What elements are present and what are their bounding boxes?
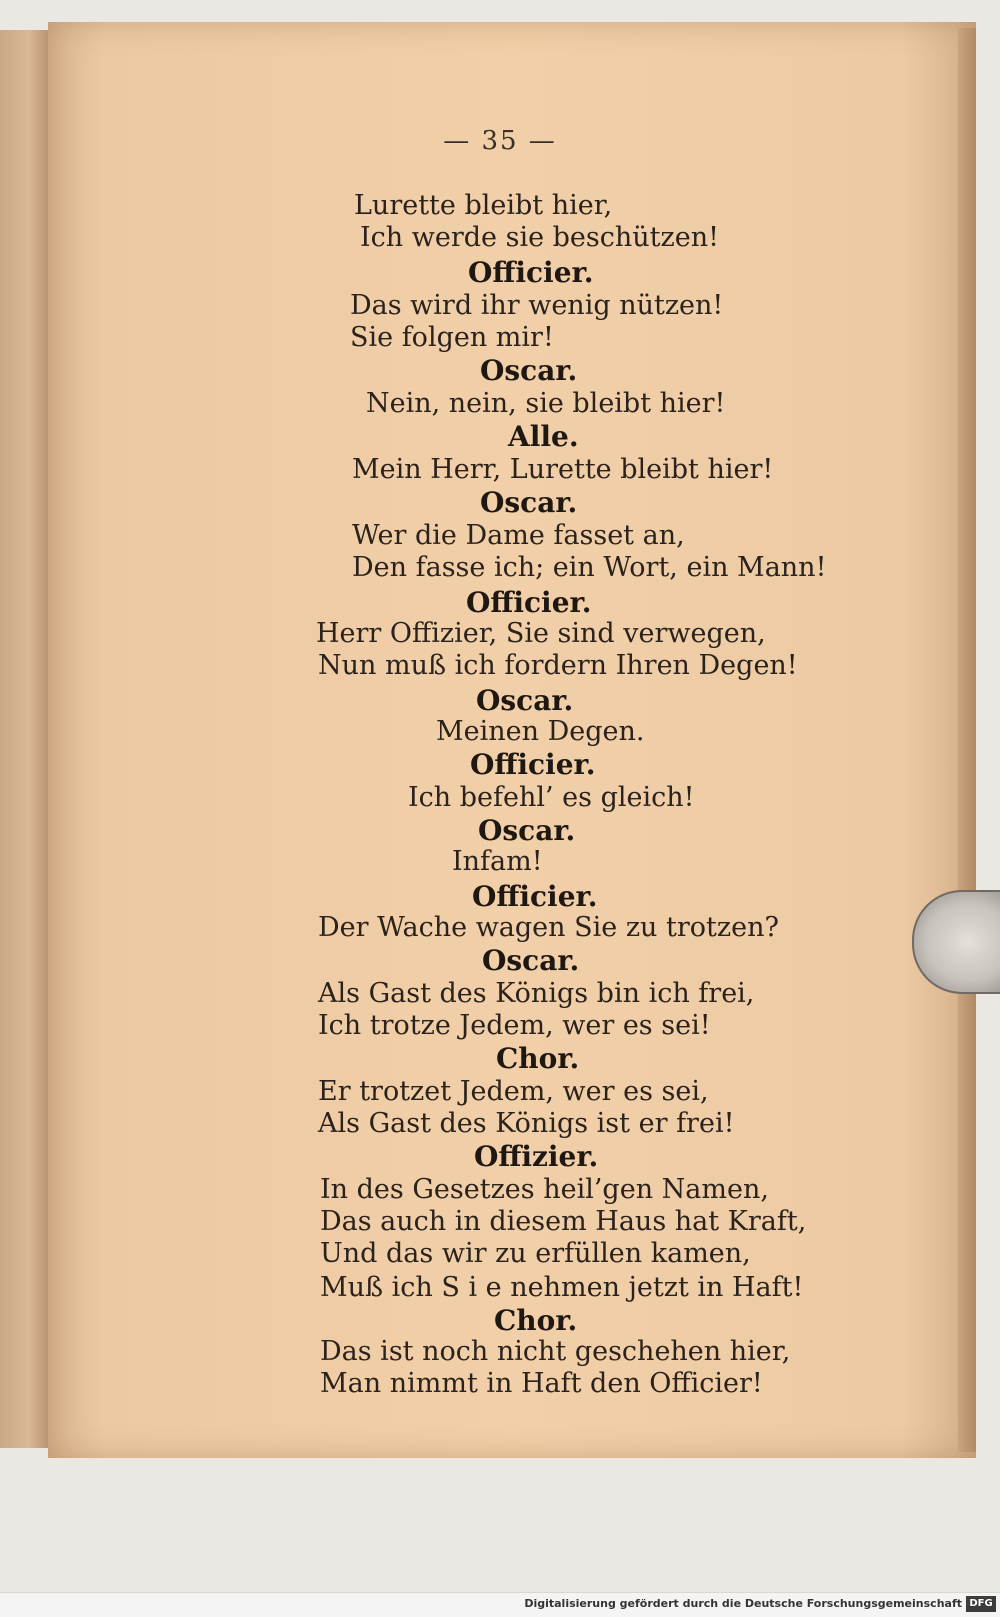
speaker-name: Alle. <box>508 420 579 453</box>
speaker-name: Officier. <box>468 256 594 289</box>
verse-line: Ich trotze Jedem, wer es sei! <box>318 1010 711 1041</box>
footer-bar <box>0 1592 1000 1617</box>
verse-line: Den fasse ich; ein Wort, ein Mann! <box>352 552 827 583</box>
speaker-name: Offizier. <box>474 1140 599 1173</box>
verse-line: Muß ich S i e nehmen jetzt in Haft! <box>320 1272 804 1303</box>
verse-line: Herr Offizier, Sie sind verwegen, <box>316 618 766 649</box>
previous-page-edge <box>0 30 50 1448</box>
verse-line: Das ist noch nicht geschehen hier, <box>320 1336 791 1367</box>
verse-line: Man nimmt in Haft den Officier! <box>320 1368 763 1399</box>
speaker-name: Oscar. <box>478 814 576 847</box>
page-number: — 35 — <box>443 126 557 156</box>
speaker-name: Officier. <box>472 880 598 913</box>
speaker-name: Chor. <box>496 1042 580 1075</box>
page-stack-edge <box>958 28 976 1452</box>
speaker-name: Oscar. <box>480 354 578 387</box>
verse-line: Meinen Degen. <box>436 716 645 747</box>
page-clip <box>912 890 1000 994</box>
verse-line: Als Gast des Königs bin ich frei, <box>318 978 755 1009</box>
verse-line: Nein, nein, sie bleibt hier! <box>366 388 726 419</box>
verse-line: Ich werde sie beschützen! <box>360 222 719 253</box>
speaker-name: Officier. <box>466 586 592 619</box>
verse-line: Wer die Dame fasset an, <box>352 520 685 551</box>
verse-line: Und das wir zu erfüllen kamen, <box>320 1238 751 1269</box>
funding-notice: Digitalisierung gefördert durch die Deutsche Forschungsgemeinschaft <box>524 1597 962 1610</box>
dfg-logo: DFG <box>966 1596 996 1612</box>
verse-line: Infam! <box>452 846 543 877</box>
verse-line: Sie folgen mir! <box>350 322 554 353</box>
speaker-name: Chor. <box>494 1304 578 1337</box>
verse-line: Als Gast des Königs ist er frei! <box>318 1108 735 1139</box>
verse-line: Mein Herr, Lurette bleibt hier! <box>352 454 774 485</box>
verse-line: Lurette bleibt hier, <box>354 190 613 221</box>
verse-line: Das wird ihr wenig nützen! <box>350 290 724 321</box>
verse-line: Er trotzet Jedem, wer es sei, <box>318 1076 709 1107</box>
speaker-name: Oscar. <box>482 944 580 977</box>
verse-line: Das auch in diesem Haus hat Kraft, <box>320 1206 807 1237</box>
verse-line: In des Gesetzes heil’gen Namen, <box>320 1174 769 1205</box>
speaker-name: Officier. <box>470 748 596 781</box>
verse-line: Der Wache wagen Sie zu trotzen? <box>318 912 779 943</box>
verse-line: Nun muß ich fordern Ihren Degen! <box>318 650 798 681</box>
speaker-name: Oscar. <box>480 486 578 519</box>
verse-line: Ich befehl’ es gleich! <box>408 782 695 813</box>
speaker-name: Oscar. <box>476 684 574 717</box>
